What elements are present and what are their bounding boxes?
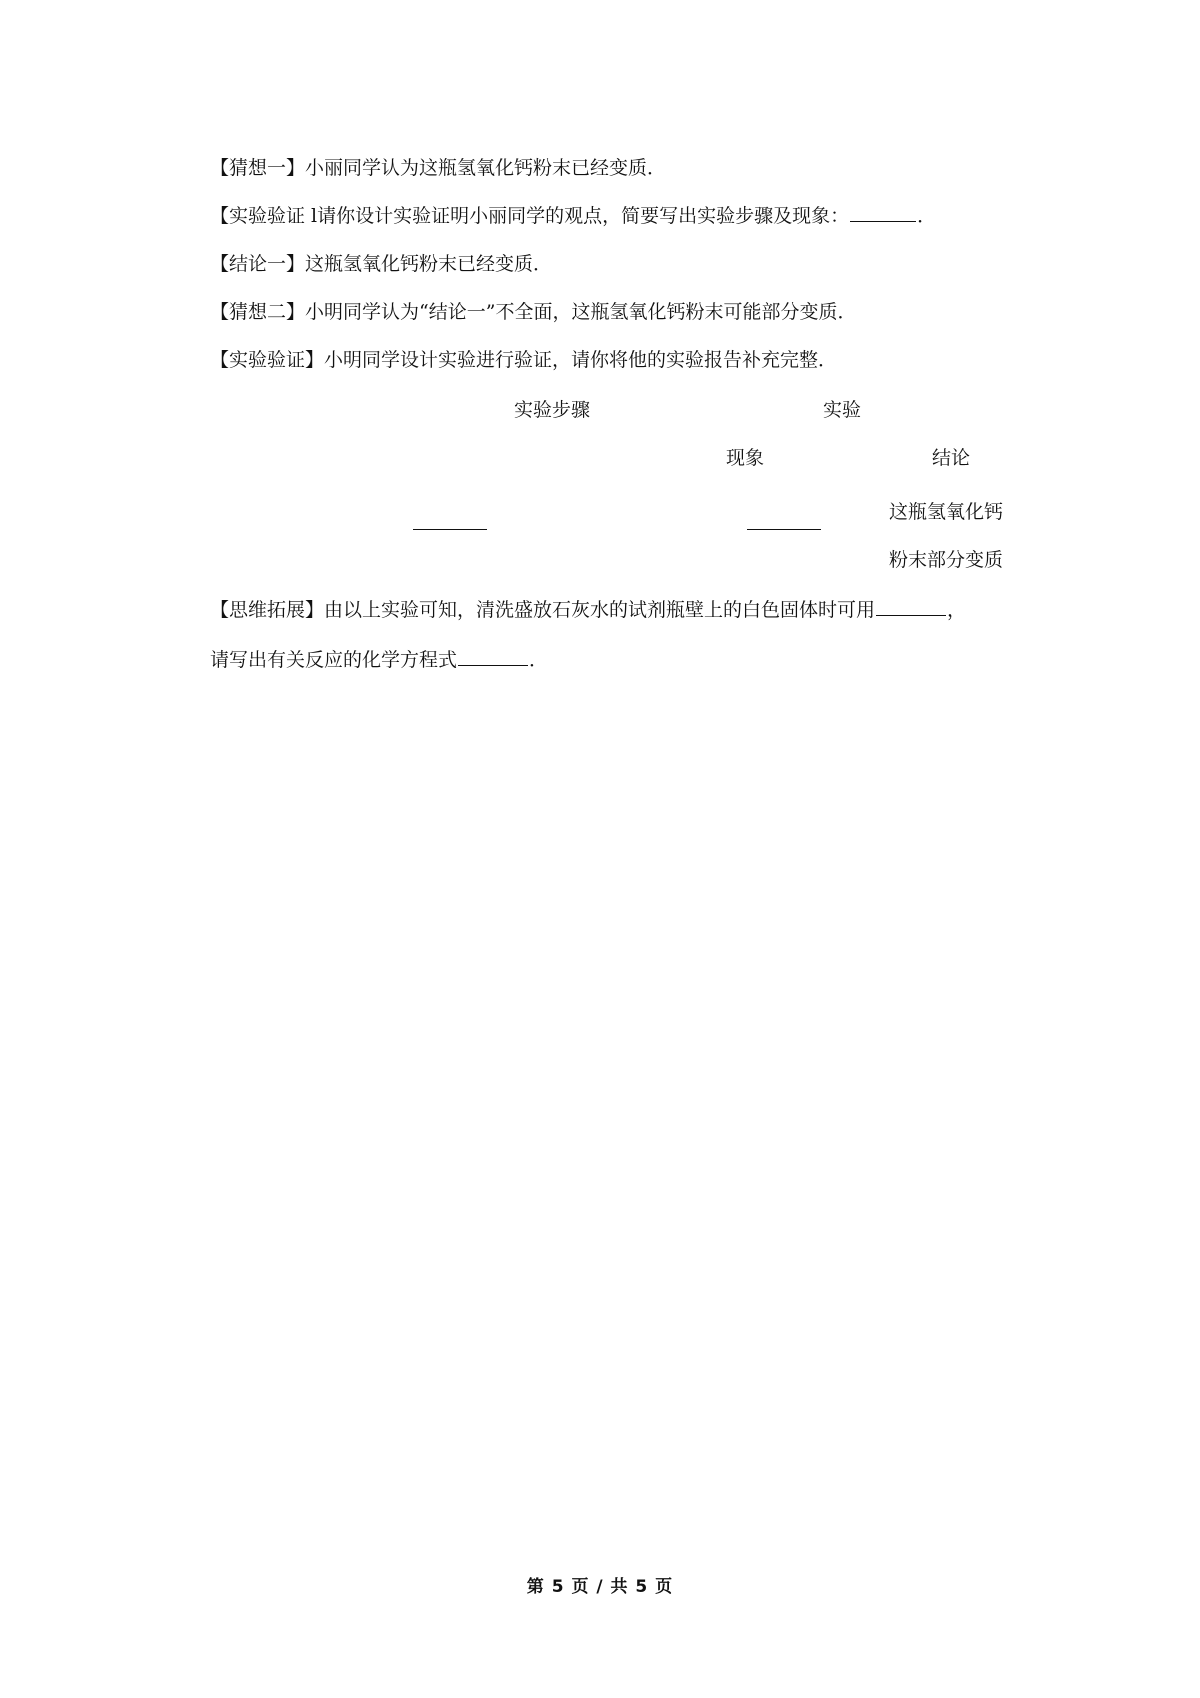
equation-prompt-end: ． [529, 649, 549, 671]
phenomenon-answer-blank [747, 528, 821, 530]
hypothesis-one-text: 小丽同学认为这瓶氢氧化钙粉末已经变质． [305, 157, 667, 179]
answer-blank [850, 203, 916, 222]
conclusion-one-text: 这瓶氢氧化钙粉末已经变质． [305, 253, 553, 275]
experiment-verification-two-text: 小明同学设计实验进行验证，请你将他的实验报告补充完整． [324, 349, 838, 371]
answer-blank [458, 647, 528, 666]
table-header-steps: 实验步骤 [514, 399, 591, 421]
thinking-extension-end: ， [947, 599, 967, 621]
thinking-extension-text: 由以上实验可知，清洗盛放石灰水的试剂瓶壁上的白色固体时可用 [324, 599, 876, 621]
thinking-extension-tag: 【思维拓展】 [210, 599, 325, 621]
thinking-extension-line [210, 596, 966, 624]
experiment-verification-one-text: 请你设计实验证明小丽同学的观点，简要写出实验步骤及现象： [317, 205, 850, 227]
experiment-verification-one-tag: 【实验验证 l [210, 205, 318, 227]
table-header-experiment: 实验 [823, 399, 862, 421]
experiment-verification-two-tag: 【实验验证】 [210, 349, 325, 371]
hypothesis-one-tag: 【猜想一】 [210, 157, 306, 179]
experiment-verification-one-line [210, 202, 936, 230]
equation-prompt-line [210, 646, 548, 674]
table-header-conclusion: 结论 [932, 447, 971, 469]
table-conclusion-line1: 这瓶氢氧化钙 [889, 501, 1004, 523]
conclusion-one-tag: 【结论一】 [210, 253, 306, 275]
table-header-phenomenon: 现象 [726, 447, 765, 469]
answer-blank [876, 597, 946, 616]
steps-answer-blank [413, 528, 487, 530]
page-footer: 第 5 页 / 共 5 页 [526, 1577, 674, 1597]
conclusion-one-line [210, 250, 552, 278]
hypothesis-two-text: 小明同学认为“结论一”不全面，这瓶氢氧化钙粉末可能部分变质． [305, 301, 857, 323]
experiment-verification-one-end: ． [917, 205, 937, 227]
experiment-verification-two-line [210, 346, 837, 374]
hypothesis-two-line [210, 298, 856, 326]
hypothesis-two-tag: 【猜想二】 [210, 301, 306, 323]
equation-prompt-text: 请写出有关反应的化学方程式 [210, 649, 458, 671]
hypothesis-one-line [210, 154, 666, 182]
table-conclusion-line2: 粉末部分变质 [889, 549, 1004, 571]
